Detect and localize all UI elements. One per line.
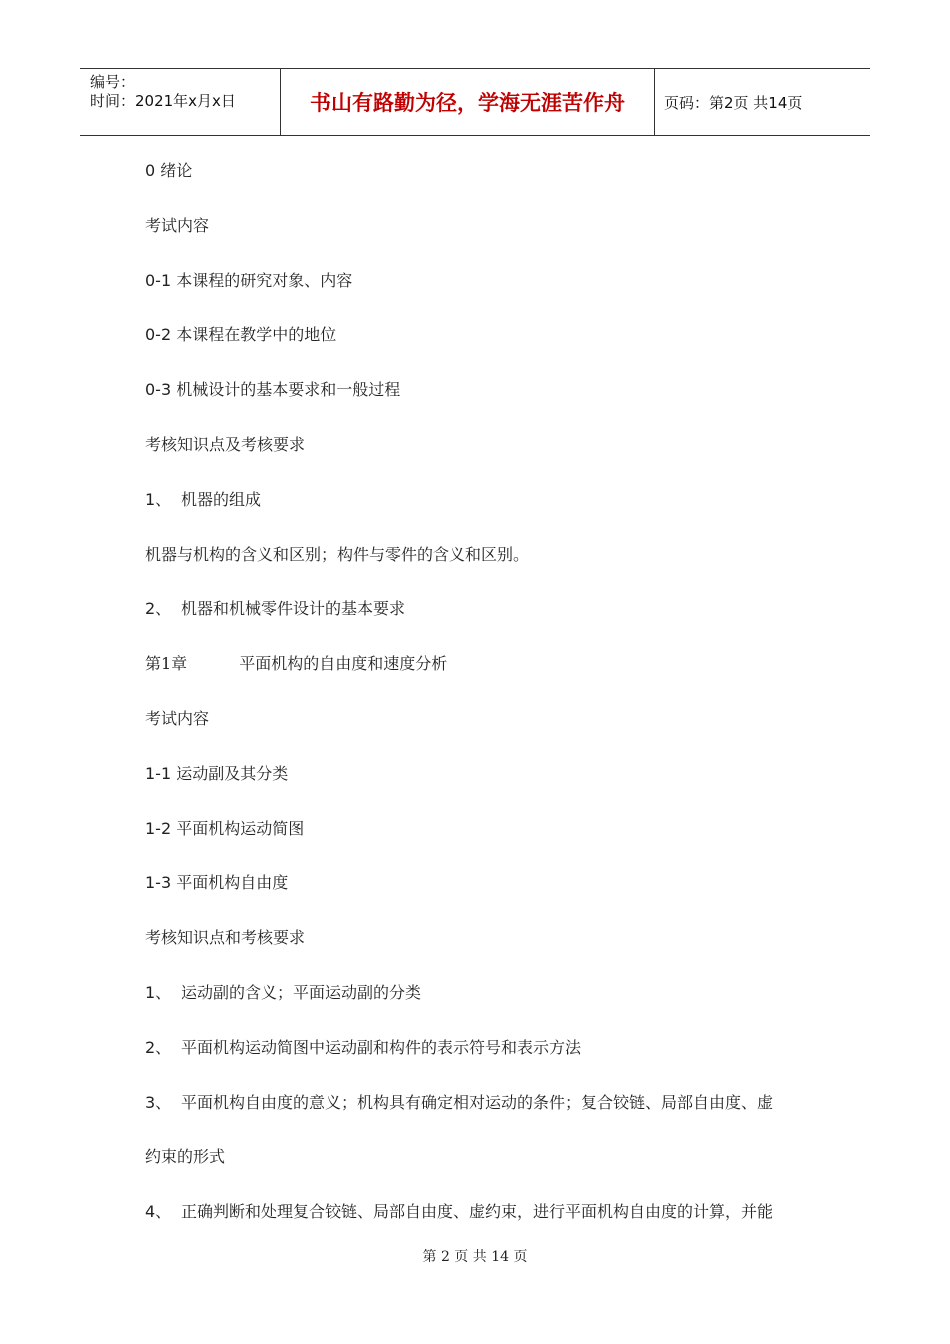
- line-text: 平面机构运动简图: [176, 818, 305, 838]
- line-text: 本课程在教学中的地位: [176, 325, 337, 345]
- section-number: 1-3: [145, 873, 177, 893]
- list-marker: 1、: [145, 489, 172, 509]
- section-number: 0: [145, 161, 161, 180]
- line-text: 约束的形式: [145, 1147, 226, 1167]
- body-line: [145, 268, 825, 323]
- line-text: 机械设计的基本要求和一般过程: [176, 380, 401, 400]
- header-motto: 书山有路勤为径，学海无涯苦作舟: [281, 69, 655, 135]
- line-text: 运动副的含义；平面运动副的分类: [181, 982, 422, 1002]
- line-text: 考试内容: [145, 708, 210, 728]
- body-line: [145, 377, 825, 432]
- list-marker: 4、: [145, 1202, 172, 1222]
- body-line: [145, 925, 825, 980]
- body-line: [145, 651, 825, 706]
- body-line: [145, 542, 825, 597]
- body-line: [145, 158, 825, 213]
- line-text: 考试内容: [145, 215, 210, 235]
- line-text: 机器的组成: [181, 489, 262, 509]
- body-line: [145, 213, 825, 268]
- body-line: [145, 596, 825, 651]
- line-text: 绪论: [160, 161, 193, 180]
- body-line: [145, 761, 825, 816]
- body-line: [145, 1035, 825, 1090]
- line-text: 考核知识点及考核要求: [145, 434, 306, 454]
- list-marker: 2、: [145, 1037, 172, 1057]
- line-text: 本课程的研究对象、内容: [176, 270, 353, 290]
- line-text: 平面机构的自由度和速度分析: [239, 654, 448, 674]
- line-text: 机器和机械零件设计的基本要求: [181, 599, 406, 619]
- body-line: [145, 322, 825, 377]
- section-number: 1-1: [145, 763, 177, 783]
- line-text: 机器与机构的含义和区别；构件与零件的含义和区别。: [145, 544, 530, 564]
- body-line: [145, 870, 825, 925]
- document-number-label: 编号：: [90, 73, 136, 91]
- body-line: [145, 816, 825, 871]
- line-text: 正确判断和处理复合铰链、局部自由度、虚约束，进行平面机构自由度的计算，并能: [181, 1202, 774, 1222]
- header-page-info: 页码：第2页 共14页: [664, 93, 803, 112]
- body-line: [145, 432, 825, 487]
- section-number: 0-1: [145, 270, 177, 290]
- list-marker: 3、: [145, 1092, 172, 1112]
- section-number: 0-2: [145, 325, 177, 345]
- body-line: [145, 980, 825, 1035]
- section-number: 0-3: [145, 380, 177, 400]
- body-line: [145, 487, 825, 542]
- line-text: 平面机构自由度的意义；机构具有确定相对运动的条件；复合铰链、局部自由度、虚: [181, 1092, 774, 1112]
- line-text: 运动副及其分类: [176, 763, 289, 783]
- header-meta-cell: [80, 69, 281, 135]
- page-footer: 第 2 页 共 14 页: [422, 1249, 528, 1265]
- line-text: 考核知识点和考核要求: [145, 928, 306, 948]
- body-line: [145, 1144, 825, 1199]
- body-line: [145, 1090, 825, 1145]
- line-text: 平面机构运动简图中运动副和构件的表示符号和表示方法: [181, 1037, 582, 1057]
- list-marker: 2、: [145, 599, 172, 619]
- document-time-label: 时间：2021年x月x日: [90, 92, 236, 110]
- document-body: [145, 158, 825, 1254]
- list-marker: 1、: [145, 982, 172, 1002]
- body-line: [145, 706, 825, 761]
- chapter-label: 第1章: [145, 654, 188, 674]
- line-text: 平面机构自由度: [176, 873, 289, 893]
- page-header: [80, 68, 870, 136]
- section-number: 1-2: [145, 818, 177, 838]
